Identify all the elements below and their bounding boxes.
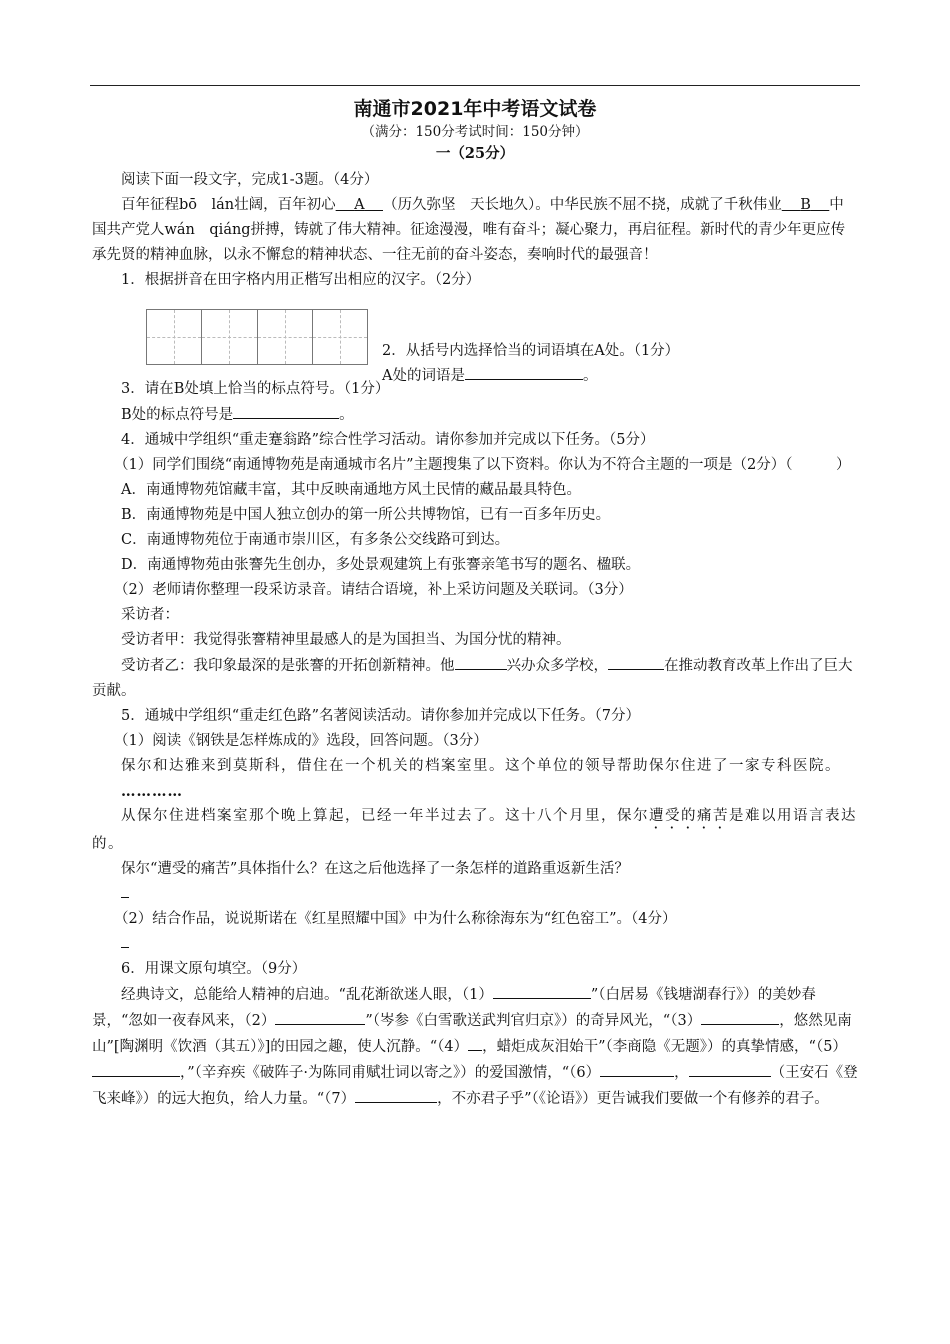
section-heading: 一（25分）: [435, 145, 515, 162]
interviewer-line: 采访者：: [121, 607, 179, 623]
question-2: 2．从括号内选择恰当的词语填在A处。（1分） A处的词语是 。: [382, 343, 680, 384]
exam-page: 南通市2021年中考语文试卷 （满分：150分考试时间：150分钟） 一（25分） 阅读下面一段文字，完成1-3题。（4分） 百年征程bō lán壮阔，百年初心 A （历久弥坚 天长地久）。中华民族不屈不挠，成就了千秋伟业 B 中国共产党人wán qiáng拼搏，铸就了伟大精神。征途漫漫，唯有奋斗；凝心聚力，再启征程。新时代的青少年更应传承先贤的精神血脉，以永不懈怠的精神状态、一往无前的奋斗姿态，奏响时代的最强音！ 1．根据拼音在田字格内用正楷写出相应的汉字。（2分） 2．从括号内选择恰当的词语填在A处。（1分） A处的词语是 。 3．请在B处填上恰当的标点符号。（1分） B处的标点符号是 。 4．通城中学组织“重走蹇翁路”综合性学习活动。请你参加并完成以下任务。（5分） （1）同学们围绕“南通博物苑是南通城市名片”主题搜集了以下资料。你认为不符合主题的一项是（2分）（ ） A．南通博物苑馆藏丰富，其中反映南通地方风土民情的藏品最具特色。 B．南通博物苑是中国人独立创办的第一所公共博物馆，已有一百多年历史。 C．南通博物苑位于南通市崇川区，有多条公交线路可到达。 D．南通博物苑由张謇先生创办，多处景观建筑上有张謇亲笔书写的题名、楹联。 （2）老师请你整理一段采访录音。请结合语境，补上采访问题及关联词。（3分） 采访者： 受访者甲：我觉得张謇精神里最感人的是为国担当、为国分忧的精神。 受访者乙：我印象最深的是张謇的开拓创新精神。他 兴办众多学校， 在推动教育改革上作出了巨大贡献。 5．通城中学组织“重走红色路”名著阅读活动。请你参加并完成以下任务。（7分） （1）阅读《钢铁是怎样炼成的》选段，回答问题。（3分） 保尔和达雅来到莫斯科，借住在一个机关的档案室里。这个单位的领导帮助保尔住进了一家专科医院。 ………… 从保尔住进档案室那个晚上算起，已经一年半过去了。这十八个月里，保尔遭受的痛苦是难以用语言表达的。 保尔“遭受的痛苦”具体指什么？在这之后他选择了一条怎样的道路重返新生活？ （2）结合作品，说说斯诺在《红星照耀中国》中为什么称徐海东为“红色窑工”。（4分） 6．用课文原句填空。（9分） 经典诗文，总能给人精神的启迪。“乱花渐欲迷人眼，（1） ”（白居易《钱塘湖春行》）的美妙春景，“忽如一夜春风来，（2） ”（岑参《白雪歌送武判官归京》）的奇异风光，“（3） ，悠然见南山”[陶渊明《饮酒（其五）》]的田园之趣，使人沉静。“（4） ，蜡炬成灰泪始干”（李商隐《无题》）的真挚情感，“（5），”（辛弃疾《破阵子·为陈同甫赋壮词以寄之》）的爱国激情，“（6） ， （王安石《登飞来峰》）的远大抱负，给人力量。“（7） ，不亦君子乎”（《论语》）更告诫我们要做一个有修养的君子。: [92, 96, 858, 1112]
excerpt-paragraph-2: 从保尔住进档案室那个晚上算起，已经一年半过去了。这十八个月里，保尔遭受的痛苦是难以用语言表达的。: [92, 808, 857, 852]
grid-cell[interactable]: [147, 310, 202, 364]
question-5-2: （2）结合作品，说说斯诺在《红星照耀中国》中为什么称徐海东为“红色窑工”。（4分）: [114, 911, 677, 927]
fill-blank-3[interactable]: [701, 1008, 779, 1025]
answer-blank-a[interactable]: [465, 363, 583, 380]
question-4-1: （1）同学们围绕“南通博物苑是南通城市名片”主题搜集了以下资料。你认为不符合主题的一项是（2分）（ ）: [114, 457, 851, 473]
grid-cell[interactable]: [313, 310, 367, 364]
option-b: B．南通博物苑是中国人独立创办的第一所公共博物馆，已有一百多年历史。: [121, 507, 611, 523]
blank-b-marker: B: [800, 197, 811, 213]
option-a: A．南通博物苑馆藏丰富，其中反映南通地方风土民情的藏品最具特色。: [121, 482, 581, 498]
excerpt-ellipsis: …………: [121, 783, 183, 800]
fill-blank-4[interactable]: [468, 1034, 482, 1051]
fill-blank-5[interactable]: [92, 1060, 180, 1077]
interviewee-a-line: 受访者甲：我觉得张謇精神里最感人的是为国担当、为国分忧的精神。: [121, 632, 571, 648]
page-title: 南通市2021年中考语文试卷: [353, 98, 597, 120]
answer-blank-b[interactable]: [233, 402, 339, 419]
option-c: C．南通博物苑位于南通市崇川区，有多条公交线路可到达。: [121, 532, 510, 548]
answer-grid-row: [92, 309, 858, 384]
option-d: D．南通博物苑由张謇先生创办，多处景观建筑上有张謇亲笔书写的题名、楹联。: [121, 557, 641, 573]
grid-cell[interactable]: [202, 310, 257, 364]
top-rule: [90, 85, 860, 86]
fill-blank-1[interactable]: [493, 982, 591, 999]
fill-blank-2[interactable]: [275, 1008, 365, 1025]
fill-blank-6a[interactable]: [600, 1060, 614, 1077]
question-5-1: （1）阅读《钢铁是怎样炼成的》选段，回答问题。（3分）: [114, 733, 488, 749]
conjunction-blank-2[interactable]: [608, 653, 664, 670]
question-5-1-prompt: 保尔“遭受的痛苦”具体指什么？在这之后他选择了一条怎样的道路重返新生活？: [121, 861, 629, 877]
passage-intro: 阅读下面一段文字，完成1-3题。（4分）: [121, 172, 379, 188]
conjunction-blank-1[interactable]: [455, 653, 507, 670]
question-6-text: 经典诗文，总能给人精神的启迪。“乱花渐欲迷人眼，（1） ”（白居易《钱塘湖春行》）的美妙春景，“忽如一夜春风来，（2） ”（岑参《白雪歌送武判官归京》）的奇异风光，“（3） ，悠然见南山”[陶渊明《饮酒（其五）》]的田园之趣，使人沉静。“（4） ，蜡炬成灰泪始干”（李商隐《无题》）的真挚情感，“（5），”（辛弃疾《破阵子·为陈同甫赋壮词以寄之》）的爱国激情，“（6） ， （王安石《登飞来峰》）的远大抱负，给人力量。“（7） ，不亦君子乎”（《论语》）更告诫我们要做一个有修养的君子。: [92, 982, 858, 1112]
fill-blank-6b[interactable]: [614, 1060, 674, 1077]
question-4: 4．通城中学组织“重走蹇翁路”综合性学习活动。请你参加并完成以下任务。（5分）: [121, 432, 655, 448]
tianzi-grid[interactable]: [146, 309, 368, 365]
blank-a-marker: A: [354, 197, 365, 213]
answer-blank-5-2[interactable]: [121, 933, 129, 948]
exam-info: （满分：150分考试时间：150分钟）: [361, 124, 589, 140]
passage-text: 百年征程bō lán壮阔，百年初心 A （历久弥坚 天长地久）。中华民族不屈不挠，成就了千秋伟业 B 中国共产党人wán qiáng拼搏，铸就了伟大精神。征途漫漫，唯有奋斗；凝心聚力，再启征程。新时代的青少年更应传承先贤的精神血脉，以永不懈怠的精神状态、一往无前的奋斗姿态，奏响时代的最强音！: [92, 197, 846, 263]
question-1: 1．根据拼音在田字格内用正楷写出相应的汉字。（2分）: [121, 272, 481, 288]
emphasized-phrase: 遭受的痛苦: [649, 808, 729, 824]
question-3: 3．请在B处填上恰当的标点符号。（1分）: [121, 381, 390, 397]
interviewee-b-line: 受访者乙：我印象最深的是张謇的开拓创新精神。他 兴办众多学校， 在推动教育改革上作出了巨大贡献。: [92, 653, 858, 704]
question-6: 6．用课文原句填空。（9分）: [121, 961, 307, 977]
fill-blank-6c[interactable]: [689, 1060, 771, 1077]
answer-blank-5-1[interactable]: [121, 883, 129, 898]
fill-blank-7[interactable]: [355, 1086, 437, 1103]
grid-cell[interactable]: [258, 310, 313, 364]
excerpt-paragraph-1: 保尔和达雅来到莫斯科，借住在一个机关的档案室里。这个单位的领导帮助保尔住进了一家专科医院。: [121, 758, 841, 774]
question-5: 5．通城中学组织“重走红色路”名著阅读活动。请你参加并完成以下任务。（7分）: [121, 708, 641, 724]
question-4-2: （2）老师请你整理一段采访录音。请结合语境，补上采访问题及关联词。（3分）: [114, 582, 633, 598]
